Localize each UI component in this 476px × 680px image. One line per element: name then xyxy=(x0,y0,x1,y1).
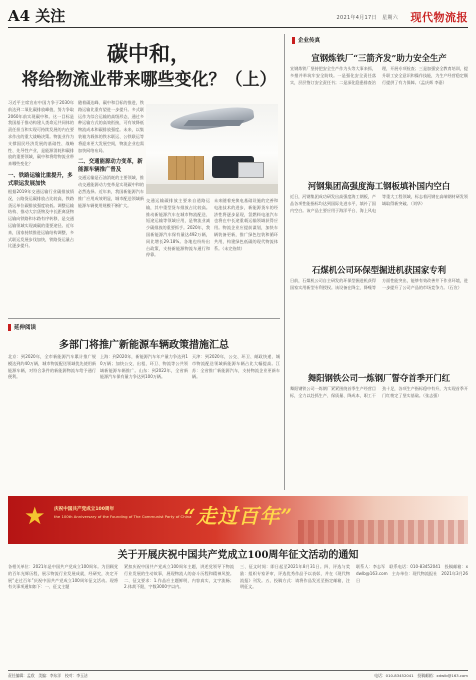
story1-body: 宣钢炼铁厂坚持把安全生产作为头等大事来抓，多措并举筑牢安全防线。一是强化安全责任落实，层层签订安全责任书；二是深化隐患排查治理，开展专项检查；三是加强安全教育培训，提升职工安全意识和操作技能，为生产经营稳定顺行提供了有力保障。（孟庆辉 李嘉） xyxy=(290,66,468,85)
airplane-wing-shape xyxy=(183,120,244,126)
main-article-col4 xyxy=(214,198,278,314)
notice-title: 关于开展庆祝中国共产党成立100周年征文活动的通知 xyxy=(117,550,359,561)
main-article-body4: 未来随着充换电基础设施的完善和电池技术的进步，新能源货车的经济性将逐步显现，氢燃料电池汽车也将在中长途重载运输领域获得应用。物流企业应提前谋划，加快车辆装备更新，推广绿色包装和循环共用，构建绿色低碳的现代物流体系。（未完待续） xyxy=(214,198,278,251)
cargo-boxes-shape xyxy=(168,156,204,180)
page-header xyxy=(0,0,476,30)
extension-body1: 北京：到2020年，全市新能源汽车累计推广规模达到约40万辆，城市物流配送领域优先使用新能源车辆，对符合条件的新能源物流车给予通行便利。 xyxy=(8,354,96,380)
corp-news-label-text: 企业传真 xyxy=(298,38,321,44)
story4-body: 舞阳钢铁公司一炼钢厂紧紧围绕首季生产经营目标，全力以赴抓生产、保质量、降成本，职工干劲十足，各项生产指标稳中有升，为实现首季开门红奠定了坚实基础。（张志强） xyxy=(290,386,468,398)
page-footer xyxy=(8,670,468,678)
extension-col2 xyxy=(100,354,188,490)
extension-col1 xyxy=(8,354,96,490)
extension-label xyxy=(8,323,36,331)
notice-body3: 三、征文时间：即日起至2021年8月31日。四、评选与奖励：组织专家评审，评选优秀作品予以表彰，并在《现代物流报》刊发。五、投稿方式：请将作品发送至指定邮箱，注明征文。 xyxy=(240,564,350,590)
notice-body2: 紧扣庆祝中国共产党成立100周年主题，讲述党领导下物流行业发展的生动故事，展现物流人的奋斗历程和精神风貌。二、征文要求：1.作品应主题鲜明，内容真实，文字流畅；2.体裁不限，字数3000字以内。 xyxy=(124,564,234,590)
notice-body1: 各相关单位：2021年是中国共产党成立100周年。为回顾党的百年光辉历程，展示物流行业发展成就，经研究，决定开展“走过百年”庆祝中国共产党成立100周年征文活动。现将有关事项通知如下：一、征文主题 xyxy=(8,564,118,590)
emblem-caption-en: the 100th Anniversary of the Founding of The Communist Party of China xyxy=(54,514,192,519)
story4-body-box xyxy=(290,386,468,490)
trailer-shape xyxy=(238,162,264,178)
notice-col4 xyxy=(356,564,468,666)
extension-body3: 天津：到2020年，公交、环卫、邮政快递、城市物流配送领域新能源车辆占比大幅提高。江苏：全省推广新能源汽车，支持物流企业更新车辆。 xyxy=(192,354,280,380)
story3-title: 石煤机公司环保型掘进机获国家专利 xyxy=(312,265,446,275)
section-title: A4 关注 xyxy=(8,7,66,25)
main-article-body3: 交通运输碳排放主要来自道路运输，其中重型货车排放占比较高。推动新能源汽车在城市物流配送、短途运输等领域应用，是物流业减少碳排放的重要抓手。2020年，我国新能源汽车保有量达492万辆，同比增长29.18%。各地也纷纷出台政策，支持新能源物流车通行和停靠。 xyxy=(146,198,210,258)
main-article-title xyxy=(18,40,280,92)
main-article-intro: 习近平主席宣布中国力争于2030年前达到二氧化碳排放峰值，努力争取2060年前实现碳中和。这一目标是我国基于推动构建人类命运共同体的责任担当和实现可持续发展的内在要求作出的重大战略决策。物流业作为支撑国民经济发展的基础性、战略性、先导性产业，是能源消耗和碳排放的重要领域，碳中和将给物流业带来哪些变化？ xyxy=(8,100,74,167)
column-divider xyxy=(284,34,285,490)
story3-body: 日前，石煤机公司自主研发的环保型掘进机获得国家实用新型专利授权。该设备在降尘、降噪等方面性能突出，能够有效改善井下作业环境，进一步提升了公司产品的市场竞争力。（石宣） xyxy=(290,278,468,290)
main-article-body2b: 交通运输是石油消耗的主要领域，推动交通能源动力变革是实现碳中和的必然选择。近年来，我国新能源汽车推广应用成效明显，城市配送领域新能源车辆使用规模不断扩大。 xyxy=(78,175,144,208)
main-article-body2: 随着碳达峰、碳中和目标的推进，铁路运输比重有望进一步提升。多式联运作为综合运输的高级形态，通过多种运输方式的高效衔接，可有效降低物流成本和碳排放强度。未来，以集装箱为载体的铁水联运、公铁联运等将迎来更大发展空间，物流企业也需加快网络布局。 xyxy=(78,100,144,153)
main-article-subhead2: 二、交通能源动力变革，新能源车辆推广普及 xyxy=(78,159,143,174)
extension-col3 xyxy=(192,354,280,490)
main-article-col2 xyxy=(78,100,144,314)
story2-title: 河钢集团高强度海工钢板填补国内空白 xyxy=(307,181,451,191)
main-title-line2: 将给物流业带来哪些变化？（上） xyxy=(21,70,277,90)
extension-body2: 上海：到2020年，新能源汽车年产量力争达到10万辆；加快公交、出租、环卫、物流等公共领域新能源车辆推广。山东：到2022年，全省新能源汽车保有量力争达到100万辆。 xyxy=(100,354,188,380)
ground-shape xyxy=(146,184,278,194)
main-title-line1: 碳中和， xyxy=(107,41,191,66)
footer-editors: 责任编辑：孟欣 美编：李东洋 校对：李玉洁 xyxy=(8,673,88,678)
label-bar-icon xyxy=(8,324,11,331)
footer-contact: 电话：010-83452041 投稿邮箱：xdwlb@163.com xyxy=(374,673,468,678)
story3-body-box xyxy=(290,278,468,366)
party-emblem-icon: ★ xyxy=(24,502,46,530)
extension-title: 多部门将推广新能源车辆政策措施汇总 xyxy=(59,340,229,351)
notice-body4: 联系人：李志军 联系电话：010-83452041 投稿邮箱：xdwlb@163.com 主办单位：现代物流报社 2021年3月26日 xyxy=(356,564,468,583)
logistics-photo xyxy=(146,104,278,194)
main-article-subhead1: 一、铁路运输比重提升，多式联运发展加快 xyxy=(8,172,73,187)
notice-col3 xyxy=(240,564,350,666)
issue-date: 2021年4月17日 星期六 xyxy=(336,15,398,21)
header-rule xyxy=(8,27,468,28)
story1-body-box xyxy=(290,66,468,174)
main-article-col3 xyxy=(146,198,210,314)
label-bar-icon xyxy=(292,37,295,44)
main-article-col1 xyxy=(8,100,74,314)
story1-title: 宣钢炼铁厂“三箭齐发”助力安全生产 xyxy=(311,53,447,63)
section-divider xyxy=(8,318,280,319)
skyline-decoration xyxy=(298,520,468,544)
banner-slogan: “走过百年” xyxy=(184,504,294,528)
extension-label-text: 延伸阅读 xyxy=(14,325,37,331)
story2-body: 近日，河钢集团成功研发出高强度海工钢板，产品各项性能指标均达到国际先进水平，填补了国内空白。该产品主要应用于海洋平台、海上风电等重大工程领域，标志着河钢在高端钢材研发领域取得新突破。（刘华） xyxy=(290,194,468,213)
airplane-shape xyxy=(169,104,255,134)
corp-news-label xyxy=(292,36,320,44)
centenary-banner xyxy=(8,496,468,544)
story2-body-box xyxy=(290,194,468,260)
notice-col1 xyxy=(8,564,118,666)
notice-col2 xyxy=(124,564,234,666)
emblem-caption-cn: 庆祝中国共产党成立100周年 xyxy=(54,507,115,512)
main-article-body1: 根据2019年交通运输行业碳排放情况，公路货运碳排放占比较高，铁路货运单位碳排放强度较低。调整运输结构、推动大宗货物及中长距离货物运输向铁路和水路有序转移，是交通运输领域实现减碳的重要途径。近年来，国家持续推进运输结构调整，多式联运发展步伐加快，铁路货运量占比逐步提升。 xyxy=(8,188,74,249)
masthead-logo: 现代物流报 xyxy=(410,11,468,24)
story4-title: 舞阳钢铁公司一炼钢厂誓夺首季开门红 xyxy=(307,373,451,383)
